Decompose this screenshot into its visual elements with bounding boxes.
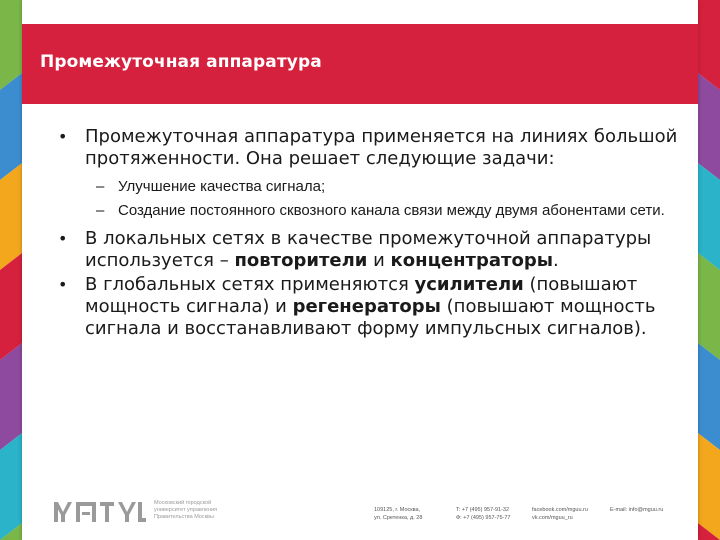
email-link[interactable]: E-mail: info@mguu.ru (610, 507, 664, 513)
bullet-1-text: Промежуточная аппаратура применяется на линиях большой протяженности. Она решает следующие задачи: (85, 126, 678, 169)
phone-line: T: +7 (495) 957-91-32 (456, 507, 510, 513)
term-repeaters: повторители (234, 250, 368, 271)
dash-marker: – (96, 202, 105, 219)
bullet-2 (58, 228, 688, 272)
subitem-2-text: Создание постоянного сквозного канала связи между двумя абонентами сети. (118, 202, 665, 219)
slide-title: Промежуточная аппаратура (40, 52, 322, 72)
footer-email (610, 506, 663, 514)
term-hubs: концентраторы (390, 250, 553, 271)
footer-phones (456, 506, 510, 522)
bullet-dot: • (58, 127, 68, 146)
bullet-1 (58, 126, 688, 170)
bullet-3-text (85, 274, 655, 339)
university-logo (54, 500, 146, 524)
subitem-1-text: Улучшение качества сигнала; (118, 178, 326, 195)
address-line-2: ул. Сретенка, д. 28 (374, 515, 423, 521)
fax-line: Ф: +7 (495) 957-75-77 (456, 515, 511, 521)
term-amplifiers: усилители (414, 274, 524, 295)
footer-address (374, 506, 422, 522)
facebook-link[interactable]: facebook.com/mguu.ru (532, 507, 588, 513)
bullet-dot: • (58, 275, 68, 294)
subitem-1 (58, 177, 688, 196)
subitem-2 (58, 201, 688, 220)
footer (22, 498, 698, 530)
footer-social (532, 506, 588, 522)
slide (22, 0, 698, 540)
bullet-2-part: . (552, 250, 559, 271)
bullet-2-text (85, 228, 651, 271)
bullet-3-part: (повышают мощность сигнала и восстанавливают форму импульсных сигналов). (85, 296, 656, 339)
address-line-1: 109125, г. Москва, (374, 507, 421, 513)
slide-content (58, 126, 688, 340)
title-bar (22, 24, 698, 104)
bullet-2-part: и (367, 250, 391, 271)
term-regenerators: регенераторы (292, 296, 441, 317)
bullet-3-part: (повышают мощность сигнала) и (85, 274, 638, 317)
bullet-3-part: В глобальных сетях применяются (85, 274, 415, 295)
bullet-3 (58, 274, 688, 340)
bullet-2-part: В локальных сетях в качестве промежуточной аппаратуры используется – (85, 228, 652, 271)
university-name: Московский городской университет управления Правительства Москвы (154, 500, 218, 520)
dash-marker: – (96, 178, 105, 195)
vk-link[interactable]: vk.com/mguu_ru (532, 515, 573, 521)
bullet-dot: • (58, 229, 68, 248)
